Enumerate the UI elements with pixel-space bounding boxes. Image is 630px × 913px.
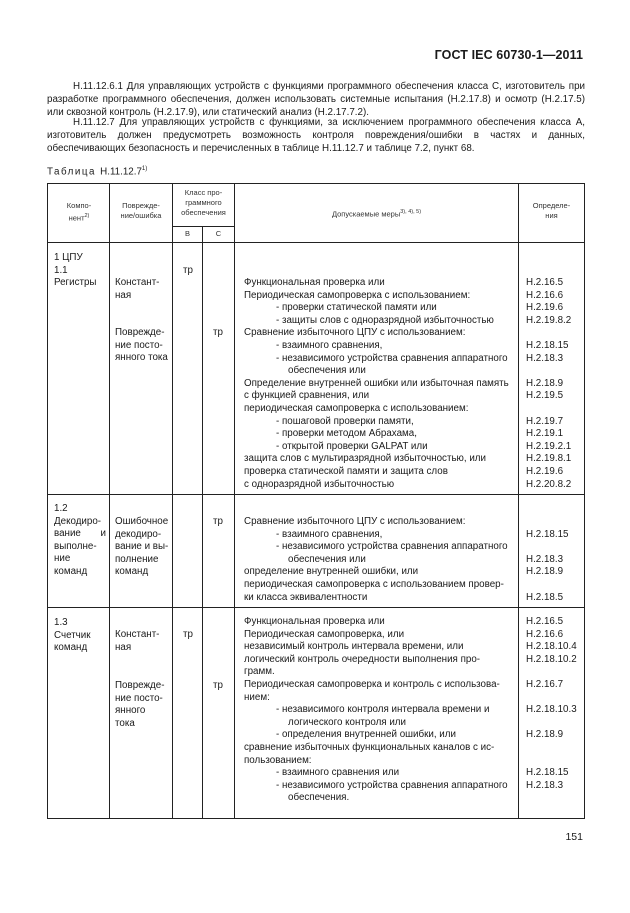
measure-item: Периодическая самопроверка с использованием: <box>244 289 471 301</box>
definition-ref: Н.2.16.6 <box>526 628 564 640</box>
definition-ref: Н.2.18.9 <box>526 377 564 389</box>
definition-ref: Н.2.19.8.1 <box>526 453 572 465</box>
measure-item: Периодическая самопроверка и контроль с использова- <box>244 679 500 690</box>
measure-item: нием: <box>244 691 270 703</box>
definition-ref: Н.2.16.6 <box>526 289 564 301</box>
measure-item: Функциональная проверка или <box>244 616 385 627</box>
definition-ref: Н.2.19.6 <box>526 466 564 477</box>
row1-class-b-mark: тр <box>183 265 193 276</box>
measure-item: - защиты слов с одноразрядной избыточностью <box>276 314 494 326</box>
measure-item: - открытой проверки GALPAT или <box>276 440 428 452</box>
row2-class-c-mark: тр <box>213 516 223 527</box>
measure-item: - проверки статической памяти или <box>276 302 437 314</box>
definition-ref: Н.2.19.1 <box>526 428 564 440</box>
measure-item: - взаимного сравнения, <box>276 528 383 540</box>
measure-item: - проверки методом Абрахама, <box>276 428 417 440</box>
measures-table <box>47 183 585 819</box>
row1-fault-dc: Поврежде- ние посто- янного тока <box>115 327 168 364</box>
measure-item: - независимого устройства сравнения аппаратного <box>276 352 508 364</box>
definition-ref: Н.2.18.10.3 <box>526 704 577 716</box>
measure-item: определение внутренней ошибки, или <box>244 566 419 578</box>
measure-item: Функциональная проверка или <box>244 277 385 288</box>
measure-item: - пошаговой проверки памяти, <box>276 415 414 427</box>
row1-component: 1 ЦПУ 1.1 Регистры <box>54 252 97 289</box>
measure-item: логического контроля или <box>288 716 406 728</box>
measure-item: сравнение избыточных функциональных каналов с ис- <box>244 742 495 753</box>
measure-item: Периодическая самопроверка, или <box>244 628 405 640</box>
definition-ref: Н.2.18.15 <box>526 767 569 779</box>
definition-ref: Н.2.18.15 <box>526 528 569 540</box>
table-caption: Таблица Н.11.12.7$^{1)}$ <box>47 166 148 178</box>
definition-ref: Н.2.16.5 <box>526 616 564 627</box>
measure-item: грамм. <box>244 666 275 678</box>
measure-item: обеспечения или <box>288 553 366 565</box>
column-header-class-c: C <box>215 229 222 238</box>
definition-ref: Н.2.19.7 <box>526 415 564 427</box>
paragraph-h11-12-6-1: Н.11.12.6.1 Для управляющих устройств с функциями программного обеспечения класса С, изготовитель при разработке программного обеспечения, должен использовать системные испытания (Н.2.17.8) и осмотр (Н.2.17.5) или сквозной контроль (Н.2.17.9), или статический анализ (Н.2.17.7.2). <box>47 81 585 118</box>
measure-item: периодическая самопроверка с использованием: <box>244 403 469 414</box>
row3-class-b-mark: тр <box>183 629 193 640</box>
column-header-definition: Определе- ния <box>532 201 571 220</box>
row3-component: 1.3 Счетчик команд <box>54 617 91 654</box>
definition-ref: Н.2.18.3 <box>526 352 564 364</box>
row2-fault: Ошибочное декодиро- вание и вы- полнение команд <box>115 516 169 578</box>
definition-ref: Н.2.18.10.2 <box>526 653 577 665</box>
row2-component: 1.2 Декодиро- вание и выполне- ние команд <box>54 503 106 577</box>
definition-ref: Н.2.19.2.1 <box>526 440 572 452</box>
column-header-measures: Допускаемые меры$^{3), 4), 5)}$ <box>331 209 422 219</box>
measure-item: обеспечения или <box>288 365 366 377</box>
measure-item: логический контроль очередности выполнения про- <box>244 653 481 665</box>
measure-item: Определение внутренней ошибки или избыточная память <box>244 377 509 389</box>
definition-ref: Н.2.18.9 <box>526 566 564 578</box>
definition-ref: Н.2.18.10.4 <box>526 641 577 653</box>
column-header-fault: Поврежде- ние/ошибка <box>120 201 162 220</box>
measure-item: ки класса эквивалентности <box>244 591 368 603</box>
row3-fault-constant: Констант- ная <box>115 629 160 653</box>
measure-item: Сравнение избыточного ЦПУ с использованием: <box>244 327 466 339</box>
row3-fault-dc: Поврежде- ние посто- янного тока <box>115 680 165 729</box>
measure-item: пользованием: <box>244 754 312 766</box>
column-header-software-class: Класс про- граммного обеспечения <box>181 188 226 217</box>
definition-ref: Н.2.18.5 <box>526 591 564 603</box>
measure-item: - независимого устройства сравнения аппаратного <box>276 779 508 791</box>
definition-ref: Н.2.18.3 <box>526 779 564 791</box>
page-number: 151 <box>565 831 583 843</box>
measure-item: защита слов с мультиразрядной избыточностью, или <box>244 453 486 465</box>
document-id: ГОСТ IEC 60730-1—2011 <box>434 48 583 62</box>
measure-item: с одноразрядной избыточностью <box>244 478 395 490</box>
row1-class-c-mark: тр <box>213 327 223 338</box>
measure-item: обеспечения. <box>288 792 350 804</box>
definition-ref: Н.2.18.9 <box>526 729 564 741</box>
measure-item: проверка статической памяти и защита слов <box>244 466 448 477</box>
definition-ref: Н.2.16.7 <box>526 679 564 690</box>
measure-item: - взаимного сравнения, <box>276 340 383 351</box>
definition-ref: Н.2.18.15 <box>526 340 569 351</box>
measure-item: - взаимного сравнения или <box>276 767 400 779</box>
measure-item: с функцией сравнения, или <box>244 390 370 402</box>
definition-ref: Н.2.16.5 <box>526 277 564 288</box>
measure-item: Сравнение избыточного ЦПУ с использованием: <box>244 516 466 527</box>
column-header-component: Компо- нент$^{2)}$ <box>66 201 92 223</box>
definition-ref: Н.2.19.8.2 <box>526 314 572 326</box>
definition-ref: Н.2.19.5 <box>526 390 564 402</box>
measure-item: независимый контроль интервала времени, или <box>244 641 464 653</box>
column-header-class-b: B <box>184 229 190 238</box>
row1-fault-constant: Констант- ная <box>115 277 160 301</box>
row3-class-c-mark: тр <box>213 680 223 691</box>
measure-item: - независимого устройства сравнения аппаратного <box>276 541 508 553</box>
measure-item: периодическая самопроверка с использованием провер- <box>244 579 504 590</box>
paragraph-h11-12-7: Н.11.12.7 Для управляющих устройств с функциями, за исключением программного обеспечения класса А, изготовитель должен предусмотреть возможность контроля повреждения/ошибки в частях и данных, обеспечивающих безопасность и перечисленных в таблице Н.11.12.7 и таблице 7.2, пункт 68. <box>47 117 585 154</box>
measure-item: - независимого контроля интервала времени и <box>276 704 490 716</box>
definition-ref: Н.2.20.8.2 <box>526 478 572 490</box>
definition-ref: Н.2.18.3 <box>526 553 564 565</box>
definition-ref: Н.2.19.6 <box>526 302 564 314</box>
measure-item: - определения внутренней ошибки, или <box>276 729 456 741</box>
